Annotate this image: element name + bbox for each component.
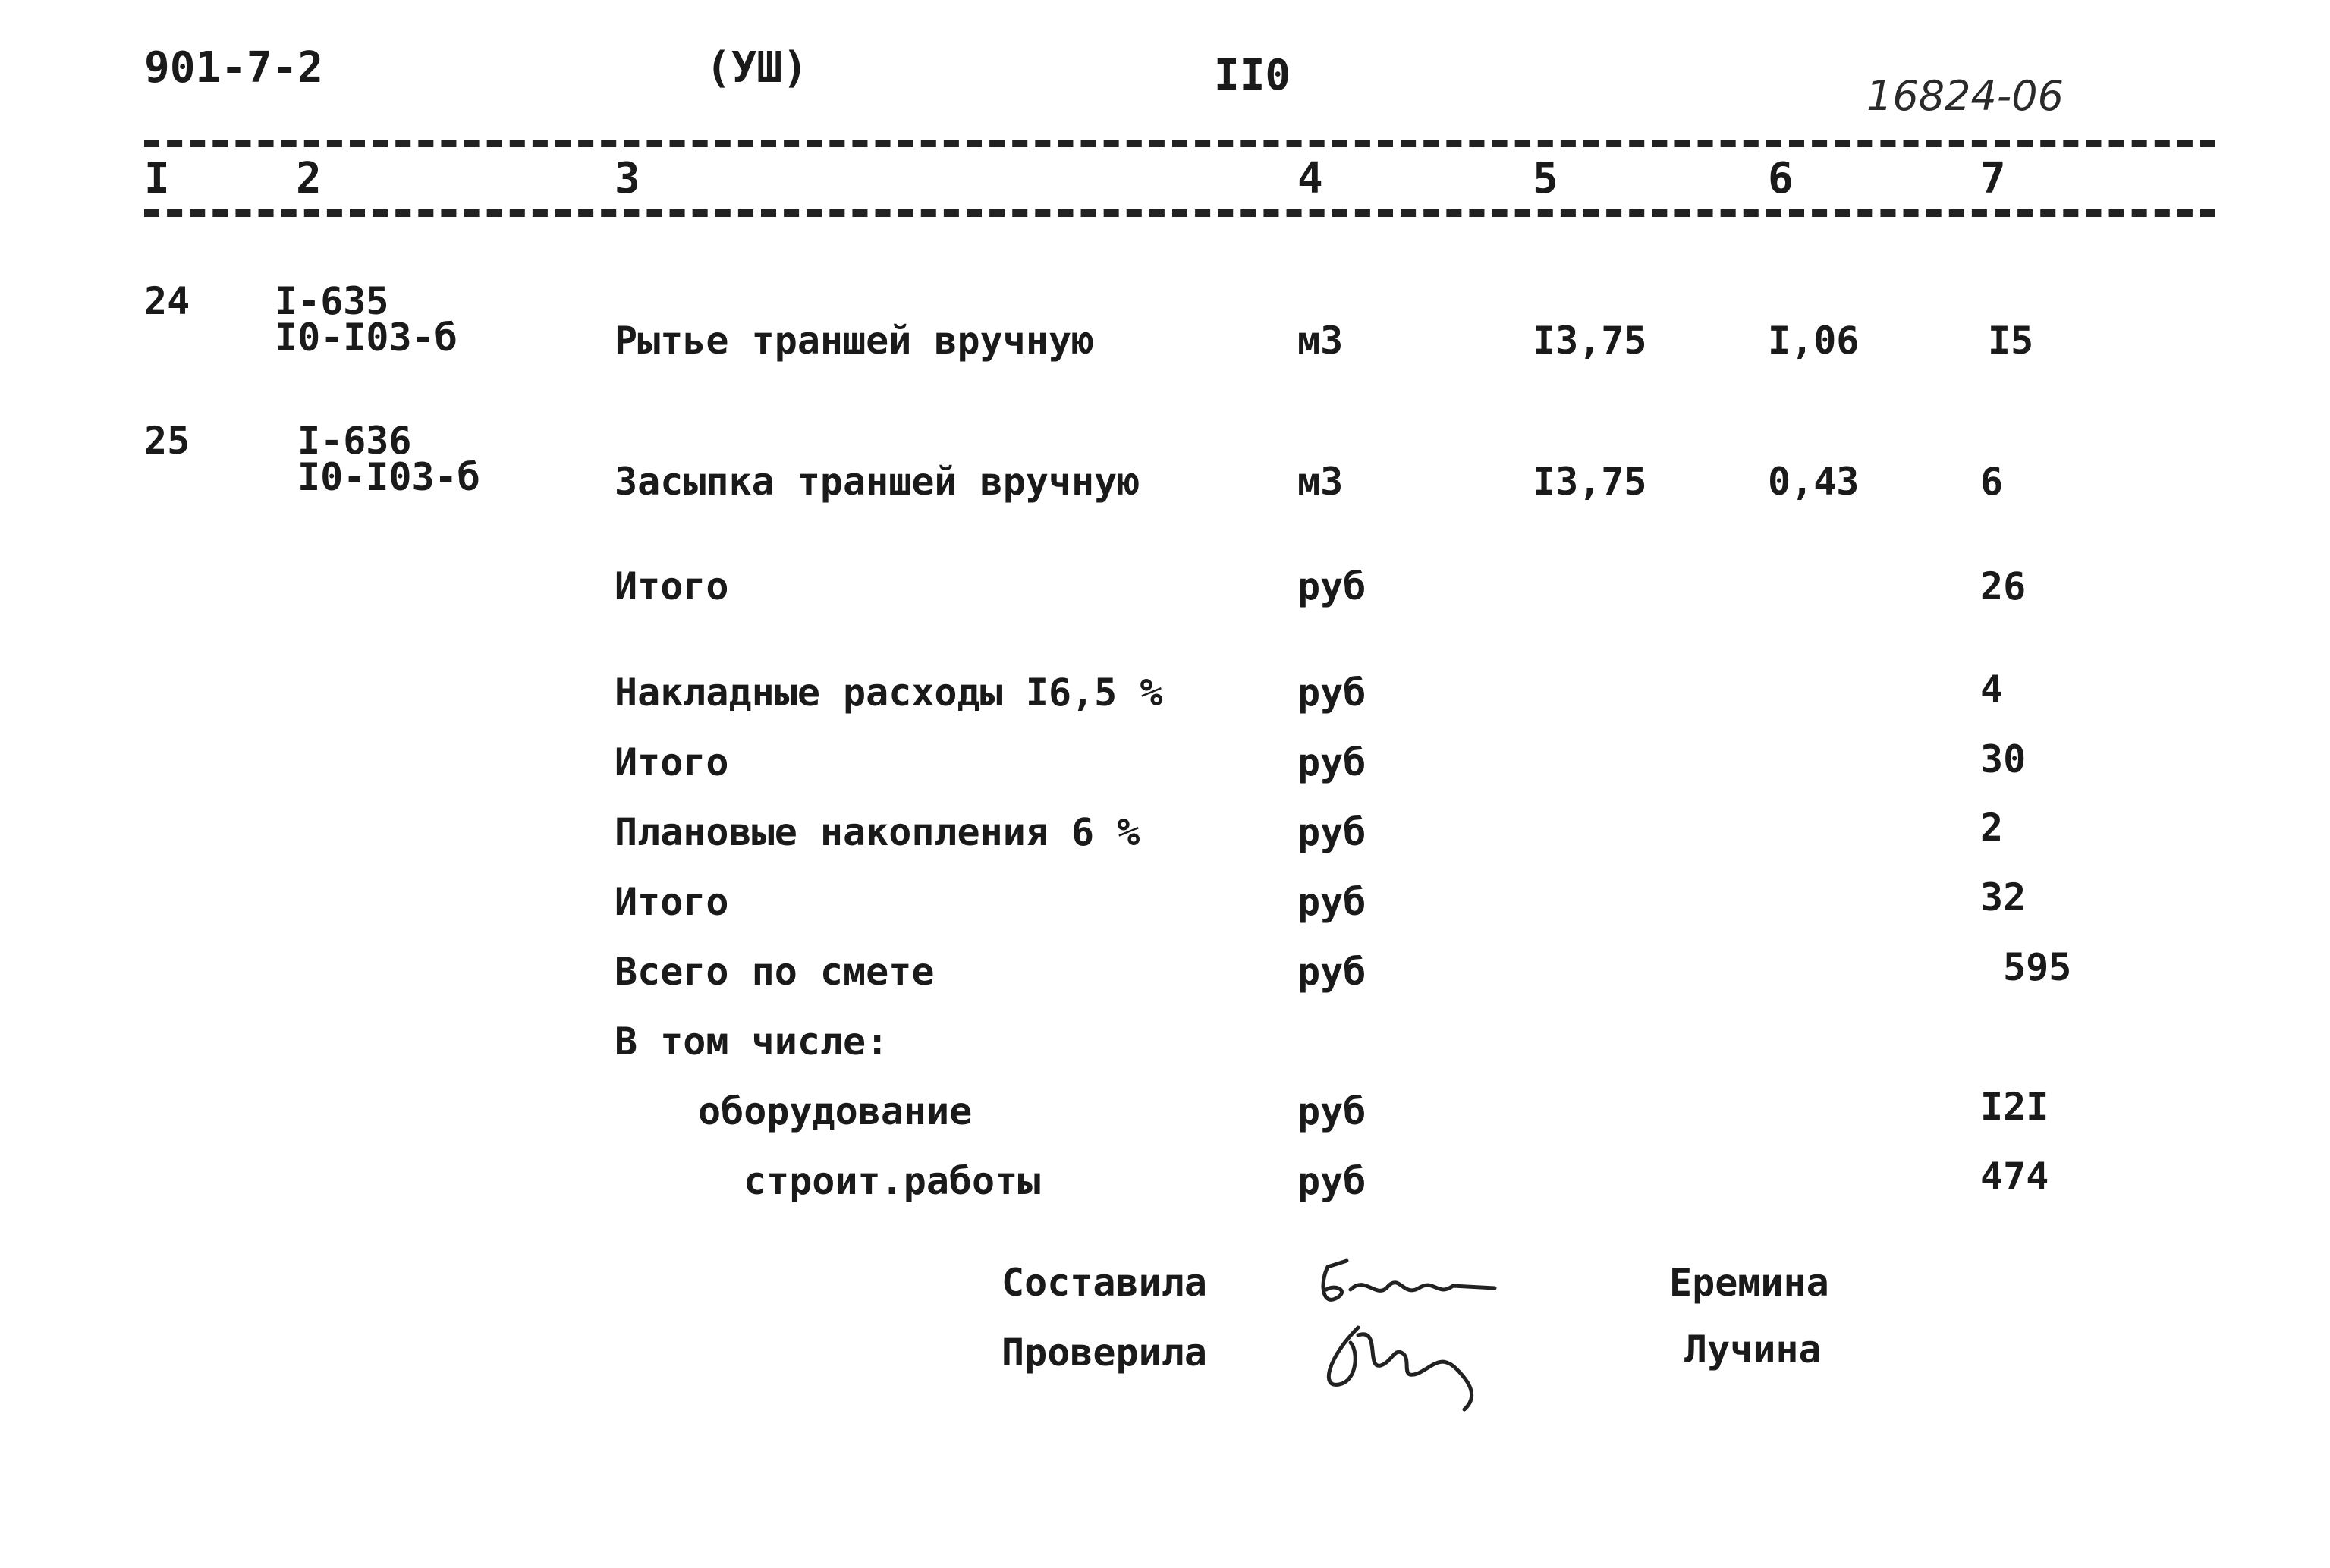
column-header-7: 7 xyxy=(1980,154,2006,203)
summary-unit: руб xyxy=(1297,810,1366,854)
rate-code: I-636 xyxy=(297,419,412,463)
unit-price: 0,43 xyxy=(1768,460,1860,504)
section-number: (УШ) xyxy=(706,43,808,93)
summary-label: В том числе: xyxy=(615,1020,889,1064)
summary-value: 4 xyxy=(1980,668,2004,712)
unit: м3 xyxy=(1297,319,1344,363)
row-number: 24 xyxy=(144,279,190,323)
price-code: I0-I03-б xyxy=(275,316,458,360)
unit-price: I,06 xyxy=(1768,319,1860,363)
total: I5 xyxy=(1988,319,2034,363)
summary-value: 26 xyxy=(1980,564,2027,608)
summary-unit: руб xyxy=(1297,1089,1366,1133)
summary-label: Плановые накопления 6 % xyxy=(615,810,1140,854)
compiler-signature xyxy=(1305,1244,1502,1320)
row-number: 25 xyxy=(144,419,190,463)
summary-value: 32 xyxy=(1980,875,2027,919)
page-number: II0 xyxy=(1214,51,1291,100)
summary-label: оборудование xyxy=(698,1089,973,1133)
compiler-name: Еремина xyxy=(1669,1261,1829,1305)
column-header-4: 4 xyxy=(1297,154,1323,203)
summary-unit: руб xyxy=(1297,564,1366,608)
summary-label: Итого xyxy=(615,564,729,608)
header-top-divider xyxy=(144,140,2215,147)
summary-value: 595 xyxy=(2003,945,2072,989)
summary-unit: руб xyxy=(1297,740,1366,784)
column-header-2: 2 xyxy=(296,154,322,203)
summary-value: I2I xyxy=(1980,1085,2049,1129)
compiled-by-label: Составила xyxy=(1001,1261,1207,1305)
summary-unit: руб xyxy=(1297,950,1366,994)
checker-signature xyxy=(1305,1312,1487,1419)
summary-label: Итого xyxy=(615,880,729,924)
header-bottom-divider xyxy=(144,209,2215,217)
column-header-1: I xyxy=(144,154,170,203)
document-code: 901-7-2 xyxy=(144,43,324,93)
summary-label: Итого xyxy=(615,740,729,784)
total: 6 xyxy=(1980,460,2004,504)
inventory-number: 16824-06 xyxy=(1866,72,2064,120)
column-header-3: 3 xyxy=(615,154,640,203)
work-name: Засыпка траншей вручную xyxy=(615,460,1140,504)
summary-label: Всего по смете xyxy=(615,950,935,994)
column-header-5: 5 xyxy=(1533,154,1558,203)
summary-value: 30 xyxy=(1980,737,2027,781)
column-header-6: 6 xyxy=(1768,154,1794,203)
work-name: Рытье траншей вручную xyxy=(615,319,1095,363)
checker-name: Лучина xyxy=(1684,1328,1822,1372)
quantity: I3,75 xyxy=(1533,319,1647,363)
summary-value: 2 xyxy=(1980,806,2004,850)
summary-unit: руб xyxy=(1297,1159,1366,1203)
summary-value: 474 xyxy=(1980,1155,2049,1199)
quantity: I3,75 xyxy=(1533,460,1647,504)
summary-unit: руб xyxy=(1297,880,1366,924)
summary-unit: руб xyxy=(1297,671,1366,715)
rate-code: I-635 xyxy=(275,279,389,323)
summary-label: строит.работы xyxy=(744,1159,1041,1203)
price-code: I0-I03-б xyxy=(297,455,480,499)
unit: м3 xyxy=(1297,460,1344,504)
summary-label: Накладные расходы I6,5 % xyxy=(615,671,1163,715)
checked-by-label: Проверила xyxy=(1001,1331,1207,1375)
